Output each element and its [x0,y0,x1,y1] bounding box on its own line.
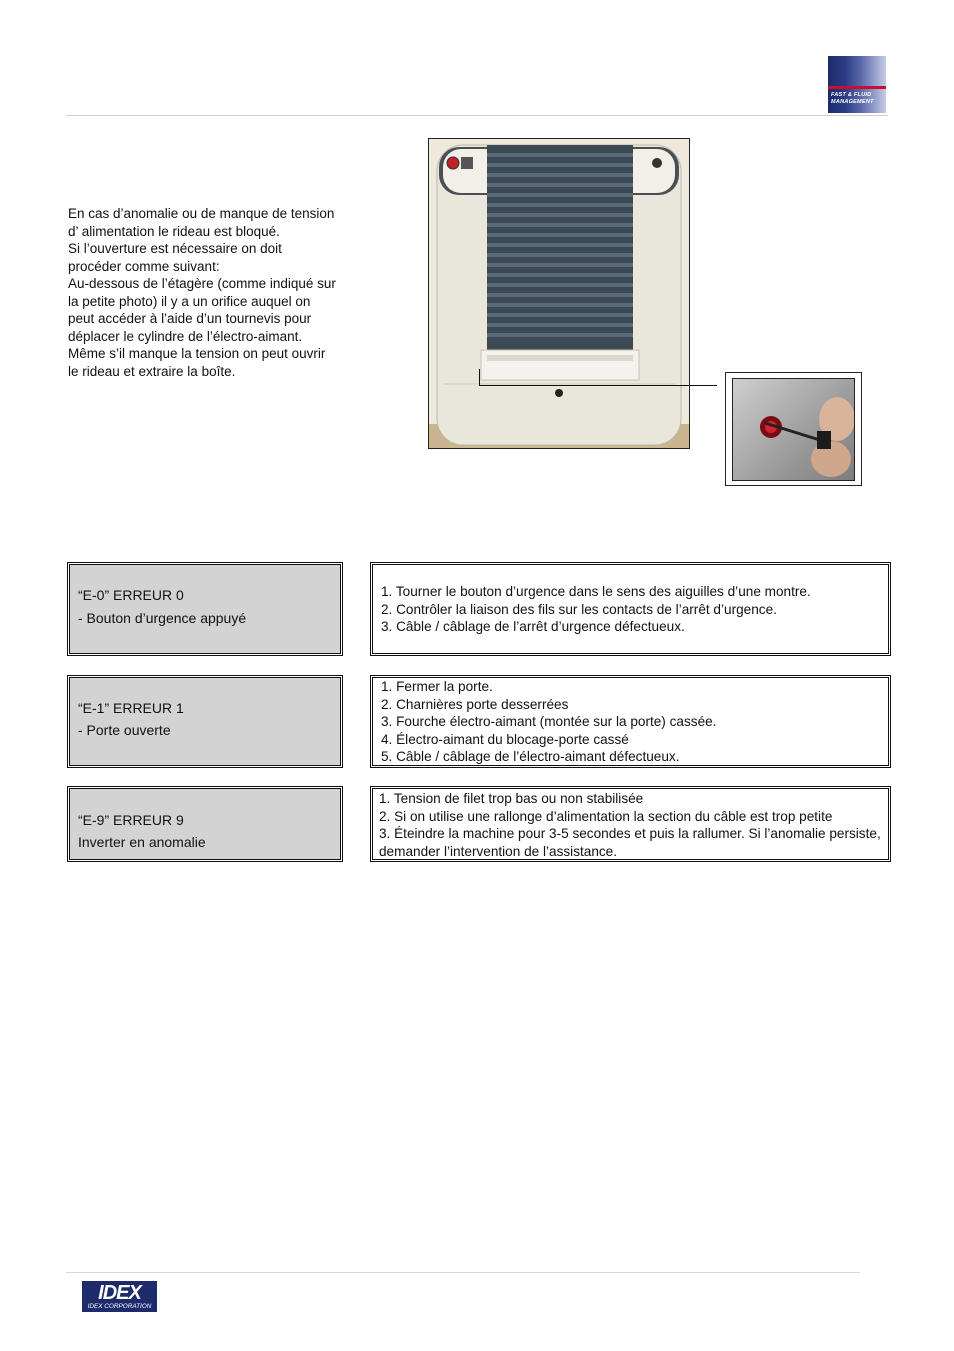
intro-paragraph: Même s’il manque la tension on peut ouvrir le rideau et extraire la boîte. [68,346,326,379]
machine-illustration [429,139,689,448]
fast-fluid-logo [828,56,886,113]
intro-paragraph: Au-dessous de l’étagère (comme indiqué sur la petite photo) il y a un orifice auquel on peut accéder à l’aide d’un tournevis pour déplacer le cylindre de l’électro-aimant. [68,276,336,344]
solution-line: 2. Charnières porte desserrées [381,696,569,712]
solution-line: 1. Tourner le bouton d’urgence dans le sens des aiguilles d’une montre. [381,584,811,599]
error-description: - Bouton d’urgence appuyé [78,610,247,626]
error-box-e9 [67,786,343,862]
error-code: “E-9” ERREUR 9 [78,812,184,828]
intro-paragraph: En cas d’anomalie ou de manque de tension d’ alimentation le rideau est bloqué. [68,206,335,239]
solution-line: 3. Fourche électro-aimant (montée sur la porte) cassée. [381,714,717,729]
solution-line: 3. Câble / câblage de l’arrêt d’urgence défectueux. [381,619,685,634]
error-code: “E-1” ERREUR 1 [78,700,184,716]
solution-box-e9 [370,786,891,862]
idex-logo [82,1281,157,1312]
error-description: Inverter en anomalie [78,834,206,850]
intro-paragraph: Si l’ouverture est nécessaire on doit procéder comme suivant: [68,241,282,274]
solution-line: 1. Tension de filet trop bas ou non stabilisée [379,791,644,806]
idex-logo-big: IDEX [98,1282,141,1304]
solution-box-e1 [370,675,891,768]
footer-divider [66,1272,860,1273]
solution-line: 1. Fermer la porte. [381,679,493,694]
solution-box-e0 [370,562,891,656]
solution-line: 2. Si on utilise une rallonge d’alimentation la section du câble est trop petite [379,808,833,824]
solution-line: 5. Câble / câblage de l’électro-aimant défectueux. [381,749,680,764]
intro-text [68,205,336,380]
machine-photo [428,138,690,449]
solution-line: 4. Électro-aimant du blocage-porte cassé [381,731,629,747]
detail-photo-frame [732,378,855,481]
error-box-e1 [67,675,343,768]
detail-photo [725,372,862,486]
logo-stripe [828,86,886,89]
header-divider [66,115,888,116]
idex-logo-small: IDEX CORPORATION [87,1303,152,1310]
logo-text: FAST & FLUID MANAGEMENT [831,92,874,105]
error-box-e0 [67,562,343,656]
error-description: - Porte ouverte [78,722,171,738]
leader-line-vertical [479,369,480,385]
solution-line: 3. Éteindre la machine pour 3-5 secondes et puis la rallumer. Si l’anomalie persiste, demander l’intervention de l’assistance. [379,826,881,859]
error-code: “E-0” ERREUR 0 [78,587,184,603]
leader-line-horizontal [479,385,717,386]
screwdriver-illustration [733,379,854,480]
solution-line: 2. Contrôler la liaison des fils sur les contacts de l’arrêt d’urgence. [381,601,777,617]
